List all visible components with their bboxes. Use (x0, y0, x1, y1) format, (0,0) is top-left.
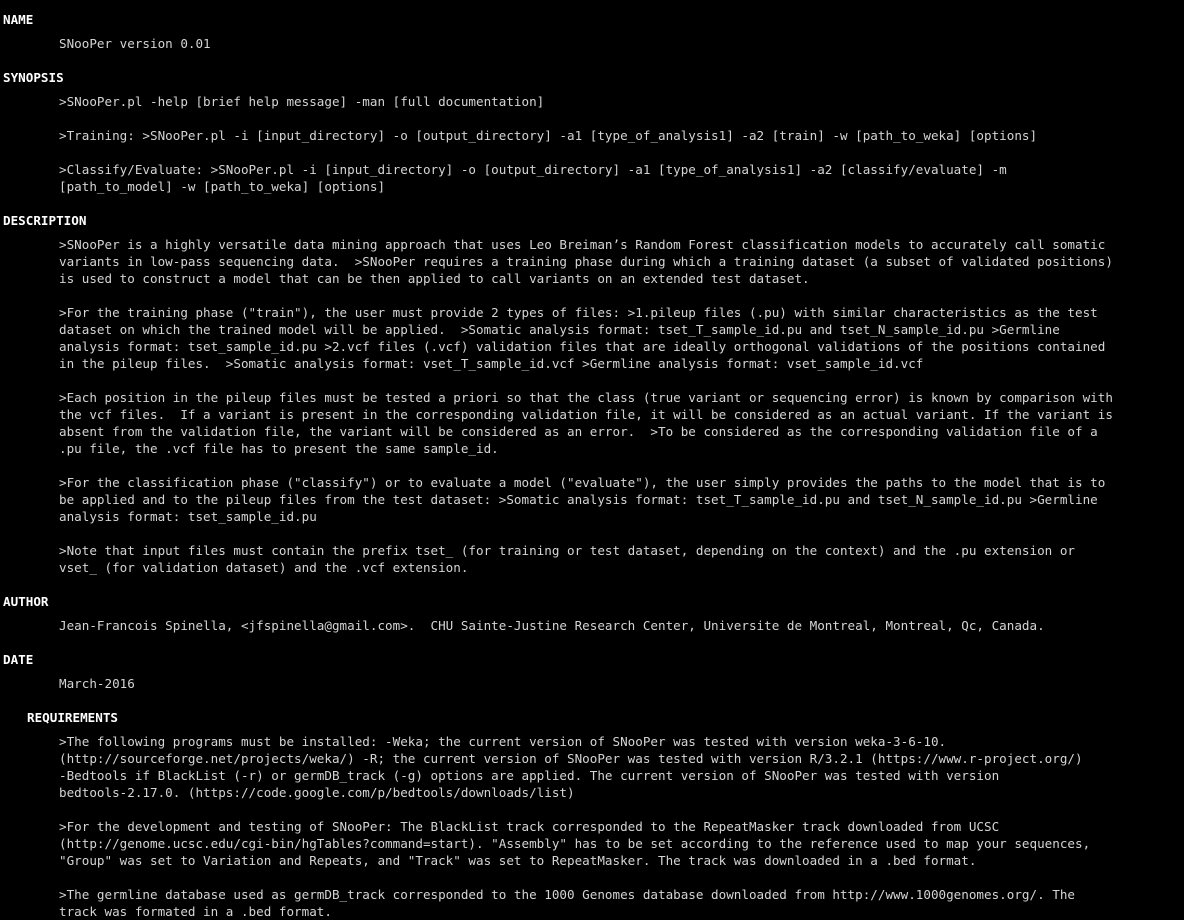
section-body (3, 726, 1175, 920)
terminal-output (3, 11, 1181, 920)
synopsis-training-line: >Training: >SNooPer.pl -i [input_directory] -o [output_directory] -a1 [type_of_analysis1] -a2 [train] -w [path_to_weka] [options] (59, 128, 1038, 143)
section-synopsis (3, 69, 1181, 195)
section-author (3, 593, 1181, 634)
section-requirements (3, 709, 1181, 920)
section-body (3, 668, 1175, 692)
section-heading: AUTHOR (3, 594, 49, 609)
description-paragraph: >Each position in the pileup files must be tested a priori so that the class (true variant or sequencing error) is known by comparison with the vcf files. If a variant is present in the corresponding validation file, it will be considered as an actual variant. If the variant is absent from the validation file, the variant will be considered as an error. >To be considered as the corresponding validation file of a .pu file, the .vcf file has to present the same sample_id. (59, 390, 1113, 456)
name-text: SNooPer version 0.01 (59, 36, 211, 51)
description-paragraph: >SNooPer is a highly versatile data mining approach that uses Leo Breiman’s Random Forest classification models to accurately call somatic variants in low-pass sequencing data. >SNooPer requires a training phase during which a training dataset (a subset of validated positions) is used to construct a model that can be then applied to call variants on an extended test dataset. (59, 237, 1113, 286)
requirements-paragraph: >The following programs must be installed: -Weka; the current version of SNooPer was tested with version weka-3-6-10. (http://sourceforge.net/projects/weka/) -R; the current version of SNooPer was tested with version R/3.2.1 (https://www.r-project.org/) -Bedtools if BlackList (-r) or germDB_track (-g) options are applied. The current version of SNooPer was tested with version bedtools-2.17.0. (https://code.google.com/p/bedtools/downloads/list) (59, 734, 1083, 800)
section-heading: DATE (3, 652, 34, 667)
section-body (3, 610, 1175, 634)
section-body (3, 86, 1175, 195)
section-heading: DESCRIPTION (3, 213, 87, 228)
description-paragraph: >Note that input files must contain the prefix tset_ (for training or test dataset, depending on the context) and the .pu extension or vset_ (for validation dataset) and the .vcf extension. (59, 543, 1075, 575)
author-text: Jean-Francois Spinella, <jfspinella@gmail.com>. CHU Sainte-Justine Research Center, Universite de Montreal, Montreal, Qc, Canada. (59, 618, 1045, 633)
description-paragraph: >For the training phase ("train"), the user must provide 2 types of files: >1.pileup files (.pu) with similar characteristics as the test dataset on which the trained model will be applied. >Somatic analysis format: tset_T_sample_id.pu and tset_N_sample_id.pu >Germline analysis format: tset_sample_id.pu >2.vcf files (.vcf) validation files that are ideally orthogonal validations of the positions contained in the pileup files. >Somatic analysis format: vset_T_sample_id.vcf >Germline analysis format: vset_sample_id.vcf (59, 305, 1106, 371)
description-paragraph: >For the classification phase ("classify") or to evaluate a model ("evaluate"), the user simply provides the paths to the model that is to be applied and to the pileup files from the test dataset: >Somatic analysis format: tset_T_sample_id.pu and tset_N_sample_id.pu >Germline analysis format: tset_sample_id.pu (59, 475, 1106, 524)
section-name (3, 11, 1181, 52)
section-description (3, 212, 1181, 576)
synopsis-classify-line: >Classify/Evaluate: >SNooPer.pl -i [input_directory] -o [output_directory] -a1 [type_of_analysis1] -a2 [classify/evaluate] -m [path_to_model] -w [path_to_weka] [options] (59, 162, 1007, 194)
synopsis-help-line: >SNooPer.pl -help [brief help message] -man [full documentation] (59, 94, 545, 109)
section-heading: REQUIREMENTS (27, 710, 118, 725)
section-heading: NAME (3, 12, 34, 27)
requirements-paragraph: >The germline database used as germDB_track corresponded to the 1000 Genomes database downloaded from http://www.1000genomes.org/. The track was formated in a .bed format. (59, 887, 1075, 919)
section-body (3, 229, 1175, 576)
section-body (3, 28, 1175, 52)
requirements-paragraph: >For the development and testing of SNooPer: The BlackList track corresponded to the RepeatMasker track downloaded from UCSC (http://genome.ucsc.edu/cgi-bin/hgTables?command=start). "Assembly" has to be set according to the reference used to map your sequences, "Group" was set to Variation and Repeats, and "Track" was set to RepeatMasker. The track was downloaded in a .bed format. (59, 819, 1091, 868)
date-text: March-2016 (59, 676, 135, 691)
section-heading: SYNOPSIS (3, 70, 64, 85)
section-date (3, 651, 1181, 692)
